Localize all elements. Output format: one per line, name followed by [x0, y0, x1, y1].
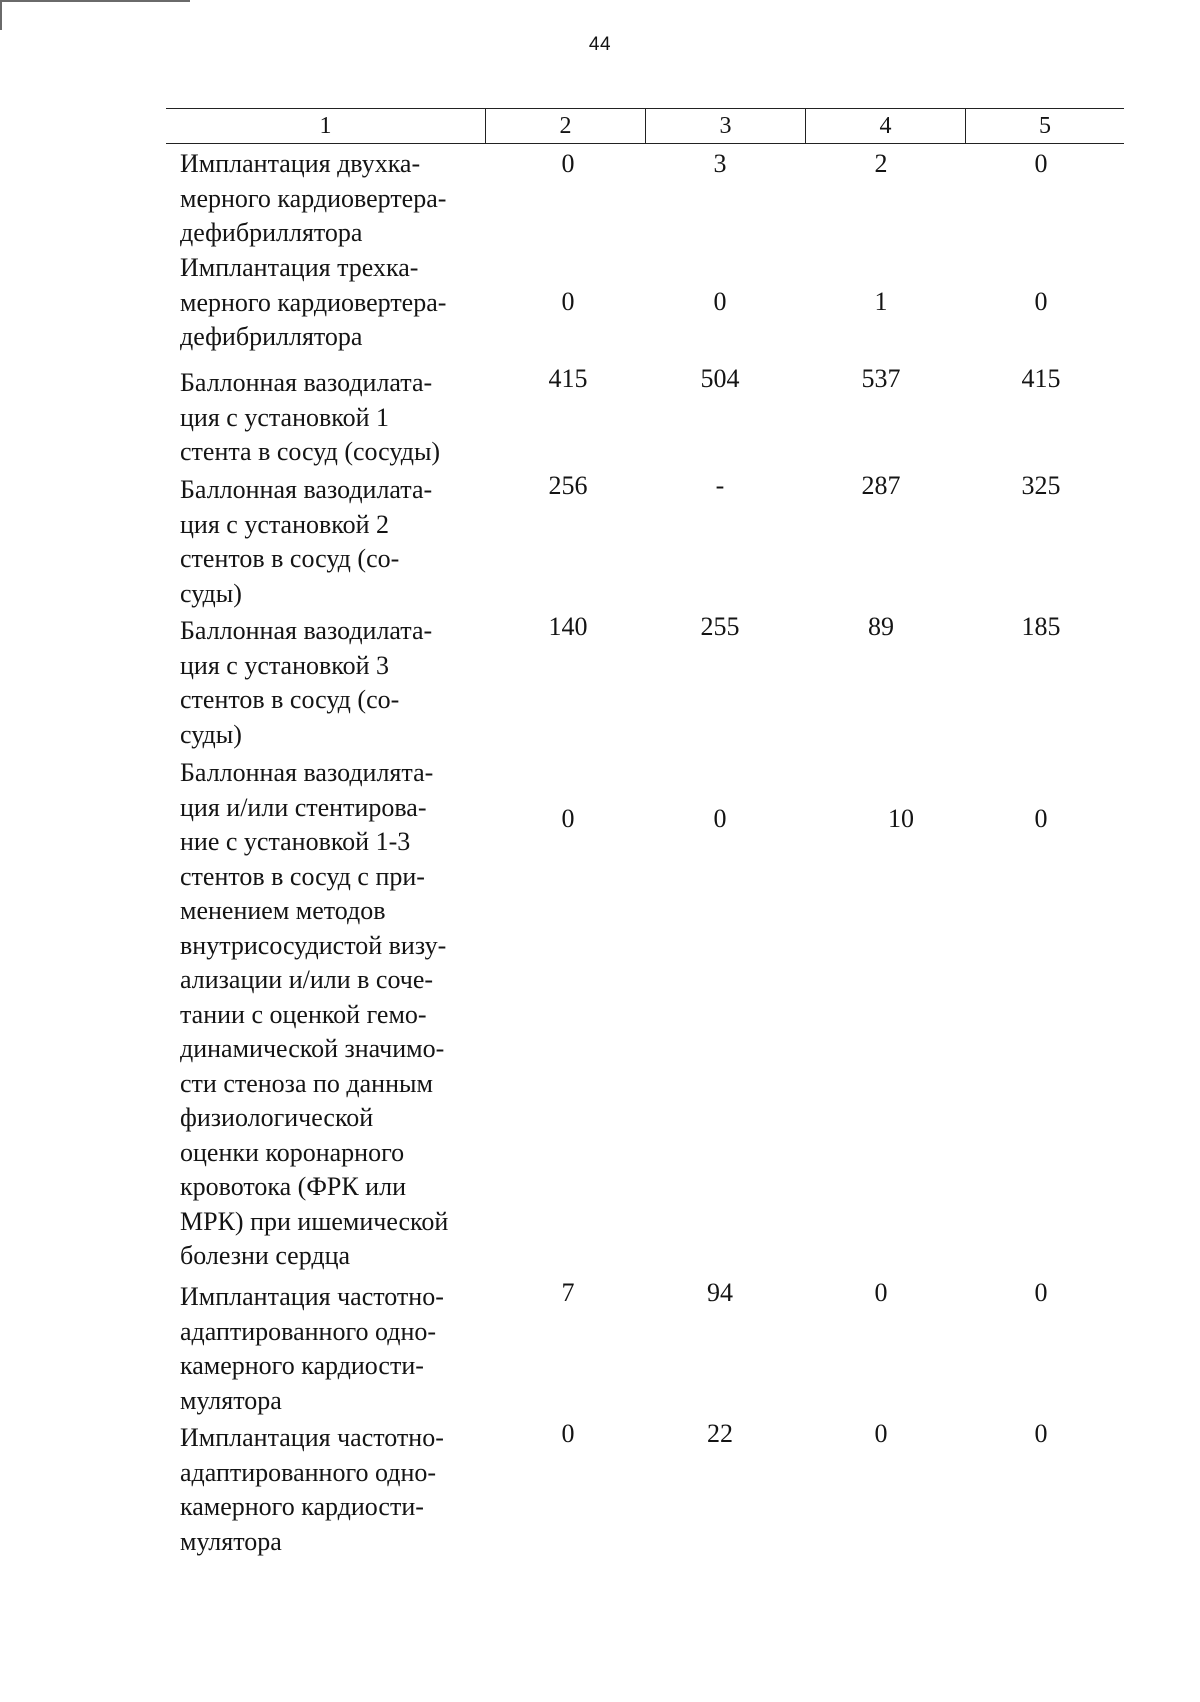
row-label-line: суды) [180, 719, 242, 749]
scan-edge-left [0, 0, 2, 30]
cell-col-2: 140 [548, 612, 588, 641]
row-label-line: динамической значимо- [180, 1034, 445, 1063]
header-col-5: 5 [1039, 113, 1051, 139]
cell-col-5: 0 [1034, 1419, 1048, 1448]
cell-col-2: 7 [561, 1278, 575, 1307]
header-col-3: 3 [646, 109, 806, 143]
cell-col-2: 0 [561, 804, 575, 833]
cell-col-4: 287 [861, 471, 901, 500]
row-label-line: ализации и/или в соче- [180, 965, 434, 994]
row-label-line: Имплантация трехка- [180, 253, 419, 282]
row-label-line: ция с установкой 1 [180, 402, 390, 432]
cell-col-3: 504 [700, 364, 740, 393]
row-label-line: адаптированного одно- [180, 1457, 437, 1487]
cell-col-5: 185 [1021, 612, 1061, 641]
cell-col-2: 256 [548, 471, 588, 500]
row-label [180, 756, 500, 1274]
cell-col-5: 0 [1034, 287, 1048, 316]
row-label [180, 614, 500, 752]
cell-col-4: 10 [888, 804, 914, 833]
cell-col-4: 0 [874, 1419, 888, 1448]
row-label-line: адаптированного одно- [180, 1316, 437, 1346]
cell-col-5: 0 [1034, 1278, 1048, 1307]
cell-col-3: 0 [713, 804, 727, 833]
cell-col-3: - [715, 471, 725, 500]
row-label-line: Имплантация двухка- [180, 149, 421, 178]
row-label [180, 1421, 500, 1559]
header-col-1: 1 [166, 109, 486, 143]
row-label-line: менением методов [180, 896, 386, 925]
row-label-line: тании с оценкой гемо- [180, 999, 427, 1029]
row-label-line: дефибриллятора [180, 218, 363, 247]
row-label [180, 473, 500, 611]
cell-col-3: 94 [707, 1278, 733, 1307]
row-label-line: камерного кардиости- [180, 1351, 424, 1380]
row-label-line: МРК) при ишемической [180, 1206, 449, 1236]
cell-col-5: 415 [1021, 364, 1061, 393]
table-header-row [166, 108, 1124, 144]
cell-col-3: 22 [707, 1419, 733, 1448]
row-label-line: ция с установкой 3 [180, 650, 390, 680]
cell-col-3: 0 [713, 287, 727, 316]
row-label-line: мулятора [180, 1526, 282, 1556]
row-label-line: дефибриллятора [180, 322, 363, 351]
cell-col-5: 0 [1034, 804, 1048, 833]
cell-col-5: 0 [1034, 149, 1048, 178]
row-label-line: оценки коронарного [180, 1137, 405, 1167]
cell-col-2: 0 [561, 1419, 575, 1448]
row-label-line: мерного кардиовертера- [180, 287, 447, 317]
cell-col-2: 0 [561, 287, 575, 316]
header-col-2: 2 [486, 109, 646, 143]
page-number: 44 [588, 34, 612, 55]
row-label-line: ция и/или стентирова- [180, 792, 427, 822]
row-label-line: мерного кардиовертера- [180, 183, 447, 213]
row-label-line: стента в сосуд (сосуды) [180, 437, 441, 466]
cell-col-4: 2 [874, 149, 888, 178]
row-label [180, 366, 500, 470]
cell-col-2: 0 [561, 149, 575, 178]
row-label-line: ние с установкой 1-3 [180, 827, 411, 856]
row-label-line: Имплантация частотно- [180, 1423, 444, 1452]
cell-col-2: 415 [548, 364, 588, 393]
cell-col-5: 325 [1021, 471, 1061, 500]
row-label-line: стентов в сосуд (со- [180, 544, 400, 573]
cell-col-4: 0 [874, 1278, 888, 1307]
row-label-line: Баллонная вазодилата- [180, 475, 433, 504]
row-label-line: ция с установкой 2 [180, 509, 390, 539]
cell-col-4: 1 [874, 287, 888, 316]
row-label-line: суды) [180, 578, 242, 608]
row-label-line: Баллонная вазодилата- [180, 368, 433, 397]
scan-edge-top [0, 0, 190, 2]
row-label-line: Баллонная вазодилята- [180, 758, 434, 787]
row-label-line: камерного кардиости- [180, 1492, 424, 1521]
cell-col-4: 537 [861, 364, 901, 393]
row-label [180, 1280, 500, 1418]
row-label-line: Имплантация частотно- [180, 1282, 444, 1311]
row-label-line: мулятора [180, 1385, 282, 1415]
row-label-line: сти стеноза по данным [180, 1068, 433, 1098]
cell-col-3: 3 [713, 149, 727, 178]
row-label-line: внутрисосудистой визу- [180, 930, 447, 960]
row-label [180, 147, 500, 251]
header-col-4: 4 [806, 109, 966, 143]
row-label-line: кровотока (ФРК или [180, 1172, 406, 1201]
row-label [180, 251, 500, 355]
cell-col-3: 255 [700, 612, 740, 641]
row-label-line: болезни сердца [180, 1241, 351, 1270]
row-label-line: Баллонная вазодилата- [180, 616, 433, 645]
cell-col-4: 89 [868, 612, 894, 641]
row-label-line: стентов в сосуд (со- [180, 685, 400, 714]
row-label-line: физиологической [180, 1103, 374, 1132]
row-label-line: стентов в сосуд с при- [180, 861, 425, 891]
